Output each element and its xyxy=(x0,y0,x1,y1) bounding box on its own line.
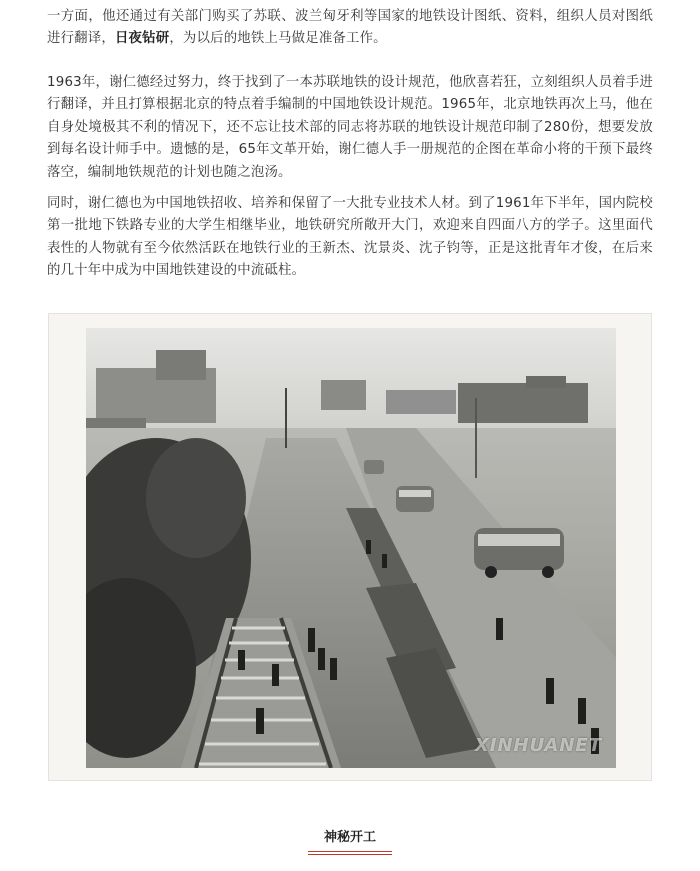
photo-watermark: XINHUANET xyxy=(474,735,602,756)
photo-illustration xyxy=(86,328,616,768)
paragraph-2: 1963年，谢仁德经过努力，终于找到了一本苏联地铁的设计规范，他欣喜若狂，立刻组织人员着手进行翻译，并且打算根据北京的特点着手编制的中国地铁设计规范。1965年，北京地铁再次上马，他在自身处境极其不利的情况下，还不忘让技术部的同志将苏联的地铁设计规范印制了280份，想要发放到每名设计师手中。遗憾的是，65年文革开始，谢仁德人手一册规范的企图在革命小将的干预下最终落空，编制地铁规范的计划也随之泡汤。 xyxy=(47,75,653,180)
paragraph-1-text-a: 一方面，他还通过有关部门购买了苏联、波兰匈牙利等国家的地铁设计图纸、资料，组织人员对图纸进行翻译， xyxy=(47,9,653,47)
paragraph-1-text-b: ，为以后的地铁上马做足准备工作。 xyxy=(169,31,387,47)
caption-underline xyxy=(308,851,392,855)
paragraph-1 xyxy=(47,6,653,51)
caption-text: 神秘开工 xyxy=(323,830,376,845)
photo-frame xyxy=(48,313,652,781)
paragraph-3: 同时，谢仁德也为中国地铁招收、培养和保留了一大批专业技术人材。到了1961年下半年，国内院校第一批地下铁路专业的大学生相继毕业，地铁研究所敞开大门，欢迎来自四面八方的学子。这里面代表性的人物就有至今依然活跃在地铁行业的王新杰、沈景炎、沈子钧等，正是这批青年才俊，在后来的几十年中成为中国地铁建设的中流砥柱。 xyxy=(47,196,653,279)
paragraph-1-bold: 日夜钻研 xyxy=(114,31,170,47)
photo-caption xyxy=(0,826,700,855)
historic-construction-photo xyxy=(86,328,616,768)
